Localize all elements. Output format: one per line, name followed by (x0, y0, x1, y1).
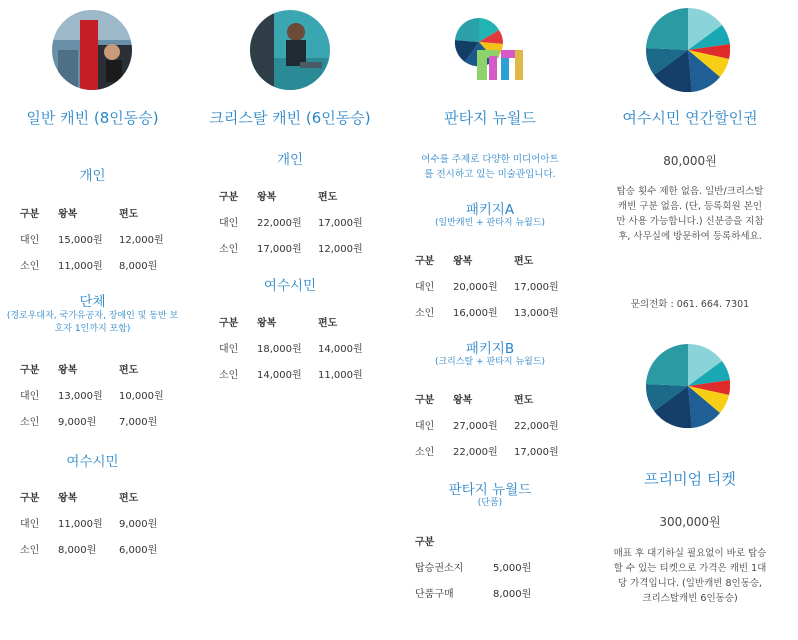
general-group-note: (경로우대자, 국가유공자, 장애인 및 동반 보호자 1인까지 포함) (6, 311, 179, 334)
table-row: 대인 15,000원 12,000원 (20, 234, 164, 246)
general-citizen-table (20, 483, 179, 561)
table-row: 대인 18,000원 14,000원 (219, 343, 363, 355)
annual-pass-pie-icon (646, 8, 730, 92)
general-individual-heading: 개인 (79, 168, 106, 184)
fantasy-intro: 여수를 주제로 다양한 미디어아트를 전시하고 있는 미술관입니다. (421, 154, 559, 180)
table-row: 대인 13,000원 10,000원 (20, 390, 164, 402)
general-citizen-heading: 여수시민 (66, 454, 119, 470)
package-b-table (415, 385, 574, 463)
crystal-individual-table (219, 182, 378, 260)
annual-pass-price: 80,000원 (663, 154, 717, 168)
crystal-cabin-photo-icon (250, 10, 330, 90)
table-header-row: 구분 왕복 편도 (20, 492, 139, 504)
table-row: 소인 9,000원 7,000원 (20, 416, 158, 428)
table-header-row: 구분 (415, 536, 435, 548)
general-group-table (20, 355, 179, 433)
cable-car-photo-icon (52, 10, 132, 90)
package-a-table (415, 246, 574, 324)
general-group-heading: 단체 (79, 294, 106, 310)
premium-ticket-title: 프리미엄 티켓 (644, 470, 736, 488)
table-row: 소인 17,000원 12,000원 (219, 243, 363, 255)
crystal-citizen-heading: 여수시민 (263, 278, 317, 294)
table-row: 소인 14,000원 11,000원 (219, 369, 363, 381)
crystal-individual-heading: 개인 (276, 152, 304, 168)
package-a-note: (일반캐빈 + 판타지 뉴월드) (434, 218, 546, 228)
crystal-citizen-table (219, 308, 378, 386)
table-row: 대인 20,000원 17,000원 (415, 281, 559, 293)
table-row: 소인 22,000원 17,000원 (415, 446, 559, 458)
annual-pass-contact: 문의전화 : 061. 664. 7301 (630, 299, 750, 310)
table-row: 소인 16,000원 13,000원 (415, 307, 559, 319)
package-b-heading: 패키지B (465, 341, 515, 357)
fantasy-single-note: (단품) (477, 498, 503, 508)
table-row: 대인 22,000원 17,000원 (219, 217, 363, 229)
table-header-row: 구분 왕복 편도 (20, 364, 139, 376)
general-cabin-title: 일반 캐빈 (8인동승) (26, 109, 159, 127)
annual-pass-title: 여수시민 연간할인권 (622, 109, 758, 127)
annual-pass-description: 탑승 횟수 제한 없음. 일반/크리스탈 캐빈 구분 없음. (단, 등록회원 본인만 사용 가능합니다.) 신분증을 지참 후, 사무실에 방문하여 등록하세요. (616, 186, 764, 242)
table-row: 대인 11,000원 9,000원 (20, 518, 158, 530)
premium-ticket-description: 매표 후 대기하실 필요없이 바로 탑승 할 수 있는 티켓으로 가격은 캐빈 1대당 가격입니다. (일반캐빈 8인동승, 크리스탈캐빈 6인동승) (613, 548, 767, 604)
fantasy-newworld-logo-icon (451, 14, 531, 84)
table-header-row: 구분 왕복 편도 (20, 208, 139, 220)
table-row: 탑승권소지 5,000원 (415, 562, 532, 574)
table-row: 소인 11,000원 8,000원 (20, 260, 158, 272)
premium-ticket-pie-icon (646, 344, 730, 428)
premium-ticket-price: 300,000원 (659, 515, 721, 529)
crystal-cabin-title: 크리스탈 캐빈 (6인동승) (209, 109, 371, 127)
package-a-heading: 패키지A (465, 202, 515, 218)
table-header-row: 구분 왕복 편도 (219, 191, 338, 203)
table-row: 대인 27,000원 22,000원 (415, 420, 559, 432)
table-header-row: 구분 왕복 편도 (219, 317, 338, 329)
table-row: 단품구매 8,000원 (415, 588, 532, 600)
fantasy-column (395, 0, 585, 640)
general-cabin-column (0, 0, 185, 640)
package-b-note: (크리스탈 + 판타지 뉴월드) (434, 357, 546, 367)
general-individual-table (20, 199, 179, 277)
fantasy-title: 판타지 뉴월드 (444, 109, 536, 127)
passes-column (590, 0, 790, 640)
table-header-row: 구분 왕복 편도 (415, 255, 534, 267)
table-header-row: 구분 왕복 편도 (415, 394, 534, 406)
crystal-cabin-column (195, 0, 385, 640)
table-row: 소인 8,000원 6,000원 (20, 544, 158, 556)
fantasy-single-heading: 판타지 뉴월드 (448, 482, 532, 498)
fantasy-single-table (415, 527, 554, 605)
